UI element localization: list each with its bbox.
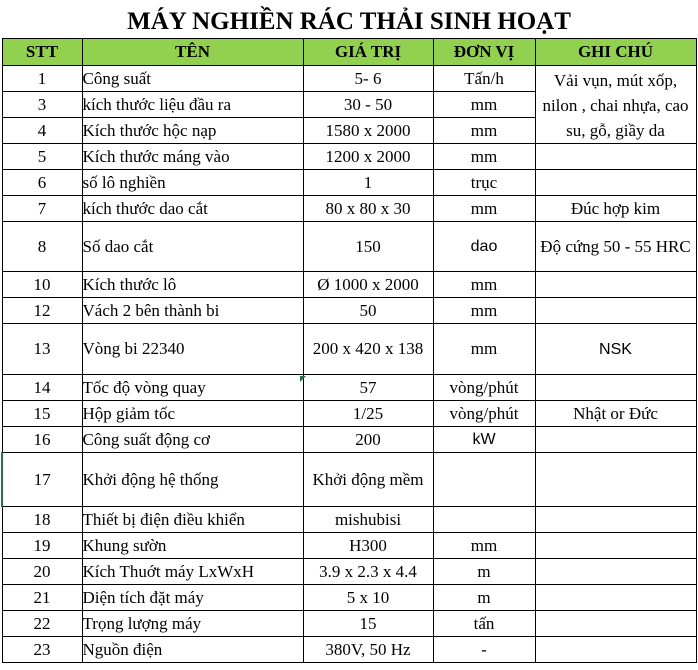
cell-unit[interactable]: vòng/phút <box>433 375 535 401</box>
cell-stt[interactable]: 7 <box>2 196 82 222</box>
table-row <box>2 170 696 196</box>
cell-unit[interactable] <box>433 507 535 533</box>
cell-value[interactable]: 1200 x 2000 <box>303 144 433 170</box>
table-row <box>2 559 696 585</box>
cell-value[interactable]: mishubisi <box>303 507 433 533</box>
cell-name[interactable]: Diện tích đặt máy <box>82 585 303 611</box>
cell-stt[interactable]: 20 <box>2 559 82 585</box>
cell-name[interactable]: Công suất động cơ <box>82 427 303 453</box>
table-row <box>2 533 696 559</box>
cell-unit[interactable] <box>433 453 535 507</box>
cell-value[interactable]: H300 <box>303 533 433 559</box>
table-row <box>2 375 696 401</box>
cell-unit[interactable]: mm <box>433 118 535 144</box>
cell-note[interactable]: Độ cứng 50 - 55 HRC <box>535 222 696 272</box>
table-row <box>2 272 696 298</box>
table-row <box>2 637 696 663</box>
cell-value[interactable]: 15 <box>303 611 433 637</box>
cell-note[interactable] <box>535 533 696 559</box>
cell-stt[interactable]: 15 <box>2 401 82 427</box>
cell-value[interactable]: 5- 6 <box>303 66 433 92</box>
cell-name[interactable]: Kích thước lô <box>82 272 303 298</box>
cell-unit[interactable]: kW <box>433 427 535 453</box>
cell-note-merged[interactable]: Vải vụn, mút xốp, nilon , chai nhựa, cao su, gỗ, giầy da <box>535 66 696 144</box>
cell-note[interactable]: Đúc hợp kim <box>535 196 696 222</box>
cell-unit[interactable]: mm <box>433 272 535 298</box>
cell-unit[interactable]: trục <box>433 170 535 196</box>
cell-note[interactable] <box>535 272 696 298</box>
cell-stt[interactable]: 13 <box>2 324 82 375</box>
cell-value[interactable]: 1580 x 2000 <box>303 118 433 144</box>
cell-name[interactable]: Tốc độ vòng quay <box>82 375 303 401</box>
header-unit: ĐƠN VỊ <box>433 39 535 66</box>
cell-name[interactable]: Kích thước hộc nạp <box>82 118 303 144</box>
table-row <box>2 324 696 375</box>
header-name: TÊN <box>82 39 303 66</box>
cell-stt[interactable]: 6 <box>2 170 82 196</box>
cell-name[interactable]: Công suất <box>82 66 303 92</box>
cell-value[interactable]: 1 <box>303 170 433 196</box>
cell-note[interactable] <box>535 637 696 663</box>
cell-note[interactable] <box>535 170 696 196</box>
cell-note[interactable] <box>535 507 696 533</box>
cell-error-indicator-icon <box>300 376 306 382</box>
cell-value[interactable]: 30 - 50 <box>303 92 433 118</box>
cell-name[interactable]: Nguồn điện <box>82 637 303 663</box>
header-note: GHI CHÚ <box>535 39 696 66</box>
cell-value[interactable]: 57 <box>303 375 433 401</box>
table-row <box>2 453 696 507</box>
cell-note[interactable]: NSK <box>535 324 696 375</box>
cell-value[interactable]: 3.9 x 2.3 x 4.4 <box>303 559 433 585</box>
cell-stt[interactable]: 3 <box>2 92 82 118</box>
cell-unit[interactable]: m <box>433 559 535 585</box>
cell-unit[interactable]: mm <box>433 196 535 222</box>
cell-value[interactable]: 50 <box>303 298 433 324</box>
cell-stt[interactable]: 8 <box>2 222 82 272</box>
cell-note[interactable] <box>535 611 696 637</box>
header-stt: STT <box>2 39 82 66</box>
cell-note[interactable] <box>535 427 696 453</box>
cell-value[interactable]: Khởi động mềm <box>303 453 433 507</box>
cell-stt[interactable]: 1 <box>2 66 82 92</box>
cell-value[interactable]: 150 <box>303 222 433 272</box>
table-row <box>2 507 696 533</box>
cell-name[interactable]: Kích thước máng vào <box>82 144 303 170</box>
cell-note[interactable] <box>535 375 696 401</box>
cell-name[interactable]: Trọng lượng máy <box>82 611 303 637</box>
cell-note[interactable] <box>535 453 696 507</box>
cell-note[interactable]: Nhật or Đức <box>535 401 696 427</box>
table-row <box>2 427 696 453</box>
cell-value[interactable]: 5 x 10 <box>303 585 433 611</box>
cell-name[interactable]: Khởi động hệ thống <box>82 453 303 507</box>
cell-name[interactable]: số lô nghiền <box>82 170 303 196</box>
cell-stt[interactable]: 21 <box>2 585 82 611</box>
cell-stt[interactable]: 22 <box>2 611 82 637</box>
table-row <box>2 401 696 427</box>
cell-stt[interactable]: 19 <box>2 533 82 559</box>
cell-value[interactable]: 200 <box>303 427 433 453</box>
cell-note[interactable] <box>535 585 696 611</box>
cell-unit[interactable]: vòng/phút <box>433 401 535 427</box>
cell-value[interactable]: 1/25 <box>303 401 433 427</box>
cell-name[interactable]: Vách 2 bên thành bi <box>82 298 303 324</box>
cell-value[interactable]: 200 x 420 x 138 <box>303 324 433 375</box>
table-row <box>2 298 696 324</box>
cell-stt[interactable]: 4 <box>2 118 82 144</box>
cell-name[interactable]: kích thước liệu đầu ra <box>82 92 303 118</box>
cell-name[interactable]: Thiết bị điện điều khiển <box>82 507 303 533</box>
cell-unit[interactable]: mm <box>433 533 535 559</box>
cell-stt[interactable]: 14 <box>2 375 82 401</box>
table-row <box>2 611 696 637</box>
cell-stt[interactable]: 17 <box>2 453 82 507</box>
table-row <box>2 144 696 170</box>
cell-name[interactable]: Vòng bi 22340 <box>82 324 303 375</box>
cell-stt[interactable]: 23 <box>2 637 82 663</box>
cell-stt[interactable]: 12 <box>2 298 82 324</box>
table-row <box>2 66 696 92</box>
table-header-row <box>2 39 696 66</box>
header-value: GIÁ TRỊ <box>303 39 433 66</box>
cell-stt[interactable]: 16 <box>2 427 82 453</box>
cell-unit[interactable]: mm <box>433 144 535 170</box>
cell-value[interactable]: 80 x 80 x 30 <box>303 196 433 222</box>
cell-name[interactable]: Kích Thuớt máy LxWxH <box>82 559 303 585</box>
cell-note[interactable] <box>535 144 696 170</box>
cell-unit[interactable]: Tấn/h <box>433 66 535 92</box>
cell-unit[interactable]: mm <box>433 298 535 324</box>
cell-unit[interactable]: mm <box>433 92 535 118</box>
cell-name[interactable]: kích thước dao cắt <box>82 196 303 222</box>
cell-unit[interactable]: m <box>433 585 535 611</box>
cell-unit[interactable]: - <box>433 637 535 663</box>
cell-name[interactable]: Hộp giảm tốc <box>82 401 303 427</box>
page-title: MÁY NGHIỀN RÁC THẢI SINH HOẠT <box>127 8 571 35</box>
cell-note[interactable] <box>535 298 696 324</box>
cell-unit[interactable]: dao <box>433 222 535 272</box>
cell-value[interactable]: 380V, 50 Hz <box>303 637 433 663</box>
cell-name[interactable]: Khung sườn <box>82 533 303 559</box>
spec-table <box>1 38 697 663</box>
table-row <box>2 222 696 272</box>
cell-value[interactable]: Ø 1000 x 2000 <box>303 272 433 298</box>
cell-note[interactable] <box>535 559 696 585</box>
table-row <box>2 196 696 222</box>
cell-stt[interactable]: 5 <box>2 144 82 170</box>
cell-unit[interactable]: mm <box>433 324 535 375</box>
cell-stt[interactable]: 18 <box>2 507 82 533</box>
table-row <box>2 585 696 611</box>
cell-unit[interactable]: tấn <box>433 611 535 637</box>
cell-stt[interactable]: 10 <box>2 272 82 298</box>
cell-name[interactable]: Số dao cắt <box>82 222 303 272</box>
